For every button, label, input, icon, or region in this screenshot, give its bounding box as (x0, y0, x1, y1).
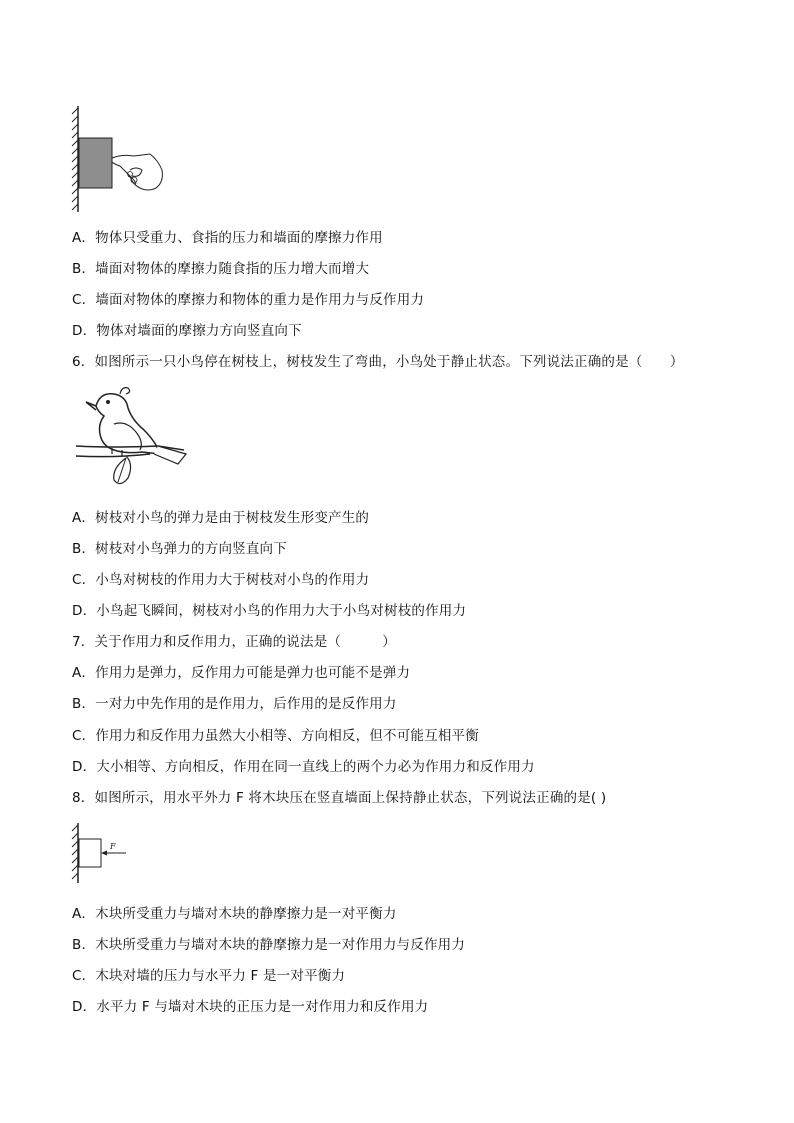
wall-block-force-figure (70, 821, 130, 885)
q8-option-a: A．木块所受重力与墙对木块的静摩擦力是一对平衡力 (72, 906, 397, 922)
wall-block-finger-figure (70, 104, 170, 214)
bird-on-branch-diagram (74, 384, 194, 490)
bird-on-branch-figure (74, 384, 194, 490)
q6-option-c: C．小鸟对树枝的作用力大于树枝对小鸟的作用力 (72, 572, 370, 588)
wall-block-force-diagram (70, 821, 130, 885)
q7-option-a: A．作用力是弹力，反作用力可能是弹力也可能不是弹力 (72, 665, 411, 681)
q5-option-c: C．墙面对物体的摩擦力和物体的重力是作用力与反作用力 (72, 292, 425, 308)
wall-block-finger-diagram (70, 104, 170, 214)
force-f-label: F (110, 842, 116, 851)
q7-option-c: C．作用力和反作用力虽然大小相等、方向相反，但不可能互相平衡 (72, 728, 479, 744)
q5-option-a: A．物体只受重力、食指的压力和墙面的摩擦力作用 (72, 230, 383, 246)
q5-option-d: D．物体对墙面的摩擦力方向竖直向下 (72, 323, 302, 339)
q7-stem: 7．关于作用力和反作用力，正确的说法是（ ） (72, 634, 396, 650)
q8-option-d: D．水平力 F 与墙对木块的正压力是一对作用力和反作用力 (72, 999, 429, 1015)
q7-option-d: D．大小相等、方向相反，作用在同一直线上的两个力必为作用力和反作用力 (72, 759, 535, 775)
q8-option-b: B．木块所受重力与墙对木块的静摩擦力是一对作用力与反作用力 (72, 937, 466, 953)
q8-stem: 8．如图所示，用水平外力 F 将木块压在竖直墙面上保持静止状态，下列说法正确的是( ) (72, 790, 607, 806)
q8-option-c: C．木块对墙的压力与水平力 F 是一对平衡力 (72, 968, 346, 984)
q5-option-b: B．墙面对物体的摩擦力随食指的压力增大而增大 (72, 261, 370, 277)
q6-stem: 6．如图所示一只小鸟停在树枝上，树枝发生了弯曲，小鸟处于静止状态。下列说法正确的是（ ） (72, 354, 684, 370)
q6-option-d: D．小鸟起飞瞬间，树枝对小鸟的作用力大于小鸟对树枝的作用力 (72, 603, 467, 619)
q6-option-a: A．树枝对小鸟的弹力是由于树枝发生形变产生的 (72, 510, 370, 526)
q6-option-b: B．树枝对小鸟弹力的方向竖直向下 (72, 541, 287, 557)
q7-option-b: B．一对力中先作用的是作用力，后作用的是反作用力 (72, 696, 397, 712)
